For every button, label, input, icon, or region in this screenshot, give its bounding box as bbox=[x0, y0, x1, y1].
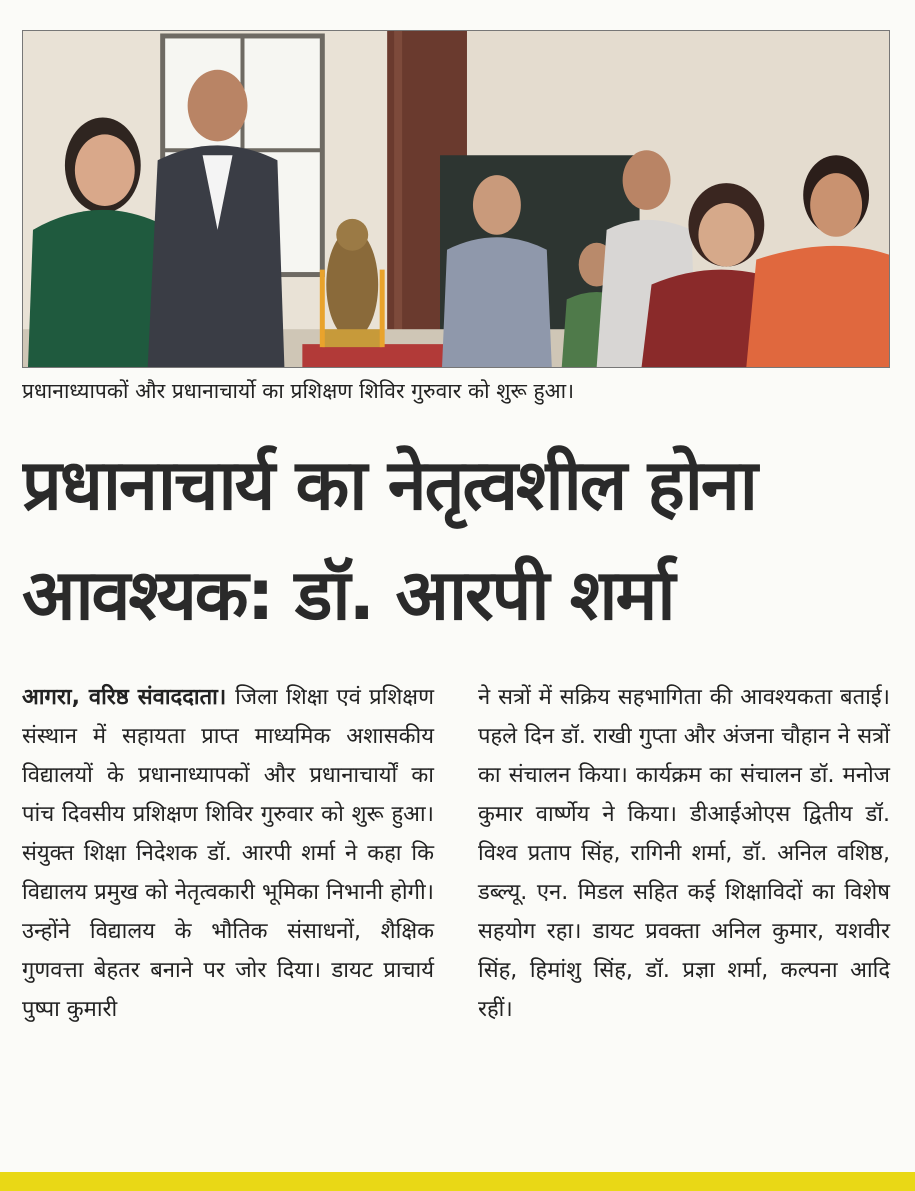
headline bbox=[22, 430, 890, 650]
event-photo-illustration bbox=[23, 31, 889, 367]
column-2-text: ने सत्रों में सक्रिय सहभागिता की आवश्यकता बताई। पहले दिन डॉ. राखी गुप्ता और अंजना चौहान ने सत्रों का संचालन किया। कार्यक्रम का संचालन डॉ. मनोज कुमार वार्ष्णेय ने किया। डीआईओएस द्वितीय डॉ. विश्व प्रताप सिंह, रागिनी शर्मा, डॉ. अनिल वशिष्ठ, डब्ल्यू. एन. मिडल सहित कई शिक्षाविदों का विशेष सहयोग रहा। डायट प्रवक्ता अनिल कुमार, यशवीर सिंह, हिमांशु सिंह, डॉ. प्रज्ञा शर्मा, कल्पना आदि रहीं। bbox=[478, 685, 890, 1022]
event-photo bbox=[22, 30, 890, 368]
article-column-1 bbox=[22, 678, 434, 1029]
article-body bbox=[22, 678, 890, 1148]
headline-line-1: प्रधानाचार्य का नेतृत्वशील होना bbox=[22, 444, 756, 526]
dateline: आगरा, वरिष्ठ संवाददाता। bbox=[22, 685, 236, 710]
bottom-color-strip bbox=[0, 1172, 915, 1191]
article-column-2 bbox=[478, 678, 890, 1029]
column-1-text: जिला शिक्षा एवं प्रशिक्षण संस्थान में सहायता प्राप्त माध्यमिक अशासकीय विद्यालयों के प्रधानाध्यापकों और प्रधानाचार्यों का पांच दिवसीय प्रशिक्षण शिविर गुरुवार को शुरू हुआ। संयुक्त शिक्षा निदेशक डॉ. आरपी शर्मा ने कहा कि विद्यालय प्रमुख को नेतृत्वकारी भूमिका निभानी होगी। उन्होंने विद्यालय के भौतिक संसाधनों, शैक्षिक गुणवत्ता बेहतर बनाने पर जोर दिया। डायट प्राचार्य पुष्पा कुमारी bbox=[22, 685, 434, 1022]
photo-caption: प्रधानाध्यापकों और प्रधानाचार्यो का प्रशिक्षण शिविर गुरुवार को शुरू हुआ। bbox=[22, 379, 575, 403]
news-clipping bbox=[22, 30, 890, 1160]
headline-line-2: आवश्यक: डॉ. आरपी शर्मा bbox=[22, 554, 674, 636]
